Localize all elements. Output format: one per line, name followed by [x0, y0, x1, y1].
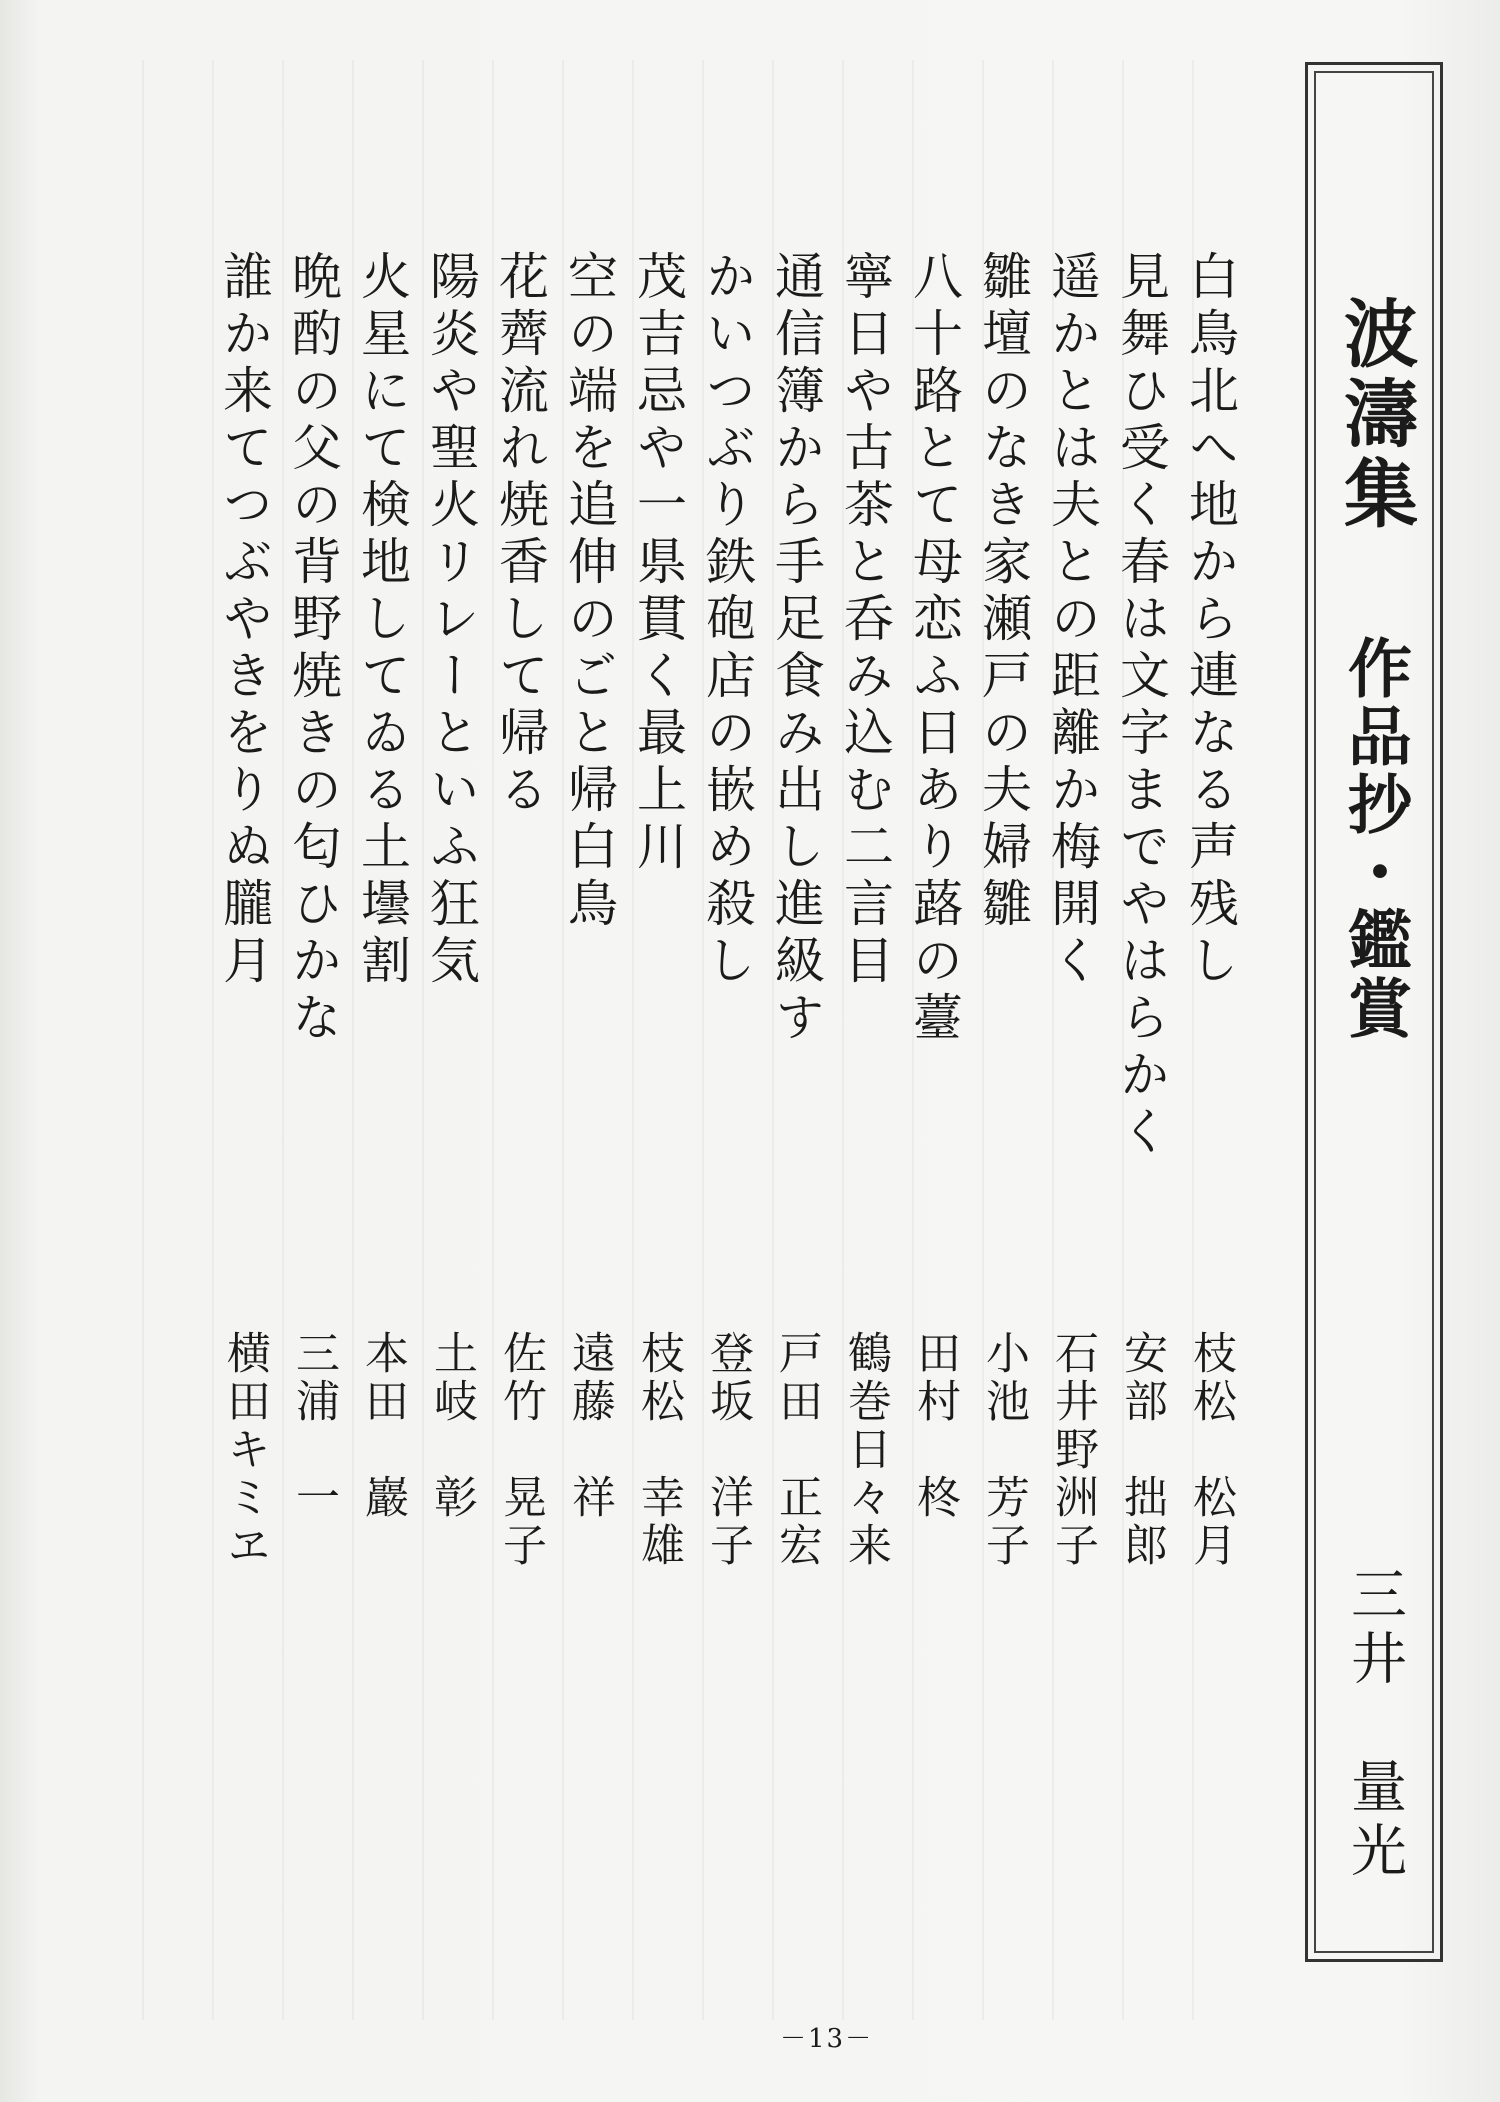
haiku-text: 白鳥北へ地から連なる声残し: [1181, 250, 1239, 991]
haiku-entry: [899, 250, 969, 1950]
haiku-entry: [761, 250, 831, 1950]
haiku-entry: [1106, 250, 1176, 1950]
haiku-text: 雛壇のなき家瀬戸の夫婦雛: [974, 250, 1032, 934]
haiku-text: 通信簿から手足食み出し進級す: [767, 250, 825, 1048]
poet-name: 戸田 正宏: [771, 1330, 822, 1570]
haiku-entry: [347, 250, 417, 1950]
poet-name: 佐竹 晃子: [495, 1330, 546, 1570]
poet-name: 枝松 幸雄: [633, 1330, 684, 1570]
haiku-entry: [1037, 250, 1107, 1950]
haiku-text: 茂吉忌や一県貫く最上川: [629, 250, 687, 877]
haiku-text: 晩酌の父の背野焼きの匂ひかな: [284, 250, 342, 1048]
poet-name: 枝松 松月: [1185, 1330, 1236, 1570]
poet-name: 小池 芳子: [978, 1330, 1029, 1570]
haiku-text: 陽炎や聖火リレーといふ狂気: [422, 250, 480, 991]
poet-name: 土岐 彰: [426, 1330, 477, 1522]
section-author: 三井 量光: [1342, 1565, 1407, 1885]
haiku-entry: [968, 250, 1038, 1950]
haiku-entry: [692, 250, 762, 1950]
haiku-entry: [554, 250, 624, 1950]
haiku-text: 火星にて検地してゐる土壜割: [353, 250, 411, 991]
haiku-entry: [209, 250, 279, 1950]
haiku-entry: [1175, 250, 1245, 1950]
haiku-text: かいつぶり鉄砲店の嵌め殺し: [698, 250, 756, 991]
poet-name: 田村 柊: [909, 1330, 960, 1522]
title-box: [1305, 62, 1443, 1962]
haiku-text: 空の端を追伸のごと帰白鳥: [560, 250, 618, 934]
poet-name: 鶴巻日々来: [840, 1330, 891, 1570]
haiku-entry: [623, 250, 693, 1950]
haiku-entry: [485, 250, 555, 1950]
haiku-text: 花薺流れ焼香して帰る: [491, 250, 549, 820]
section-subtitle: 作品抄・鑑賞: [1337, 635, 1412, 1043]
poet-name: 安部 拙郎: [1116, 1330, 1167, 1570]
haiku-entry: [830, 250, 900, 1950]
poet-name: 横田キミヱ: [219, 1330, 270, 1570]
poet-name: 遠藤 祥: [564, 1330, 615, 1522]
page-number: －13－: [780, 2024, 874, 2054]
haiku-entry: [278, 250, 348, 1950]
poet-name: 石井野洲子: [1047, 1330, 1098, 1570]
section-title: 波濤集: [1332, 295, 1418, 535]
poet-name: 三浦 一: [288, 1330, 339, 1522]
haiku-entry: [416, 250, 486, 1950]
haiku-text: 遥かとは夫との距離か梅開く: [1043, 250, 1101, 991]
haiku-text: 八十路とて母恋ふ日あり蕗の薹: [905, 250, 963, 1048]
poet-name: 登坂 洋子: [702, 1330, 753, 1570]
poet-name: 本田 巖: [357, 1330, 408, 1522]
haiku-text: 誰か来てつぶやきをりぬ朧月: [215, 250, 273, 991]
haiku-text: 見舞ひ受く春は文字までやはらかく: [1112, 250, 1170, 1162]
haiku-text: 寧日や古茶と呑み込む二言目: [836, 250, 894, 991]
